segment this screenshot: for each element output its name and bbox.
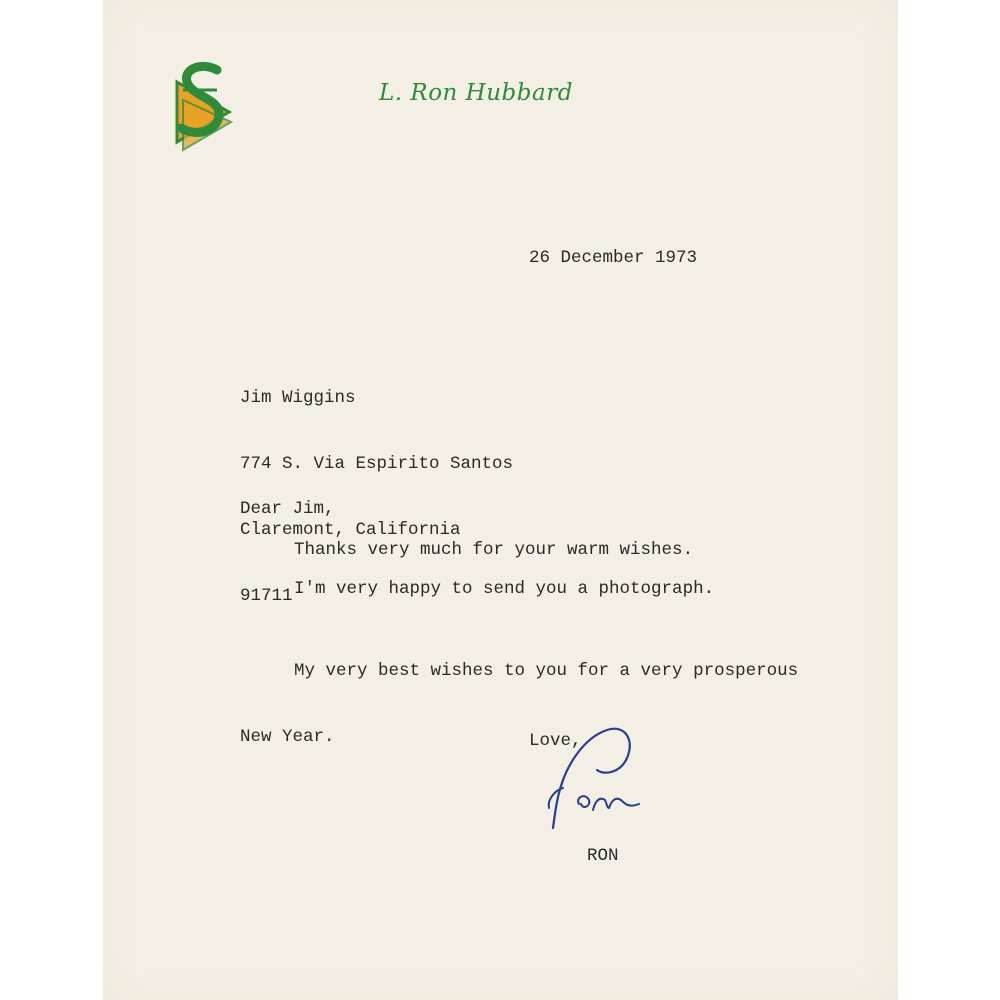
- body-paragraph-3-line-2: New Year.: [240, 727, 335, 747]
- letter-date: 26 December 1973: [529, 248, 698, 268]
- salutation: Dear Jim,: [240, 499, 335, 519]
- recipient-zip: 91711: [240, 586, 293, 606]
- closing: Love,: [529, 731, 582, 751]
- body-paragraph-3: [240, 616, 798, 792]
- body-paragraph-2: I'm very happy to send you a photograph.: [294, 579, 715, 599]
- recipient-name: Jim Wiggins: [240, 388, 356, 408]
- letter-page: [103, 0, 898, 1000]
- signer-name: RON: [587, 846, 619, 866]
- recipient-street: 774 S. Via Espirito Santos: [240, 454, 514, 474]
- body-paragraph-3-line-1: My very best wishes to you for a very prosperous: [294, 661, 799, 681]
- letterhead-name: L. Ron Hubbard: [379, 80, 573, 106]
- handwritten-signature-icon: [535, 718, 665, 838]
- recipient-city-state: Claremont, California: [240, 520, 461, 540]
- recipient-address: [240, 343, 513, 651]
- scientology-s-triangle-icon: [173, 60, 235, 152]
- body-paragraph-1: Thanks very much for your warm wishes.: [294, 540, 694, 560]
